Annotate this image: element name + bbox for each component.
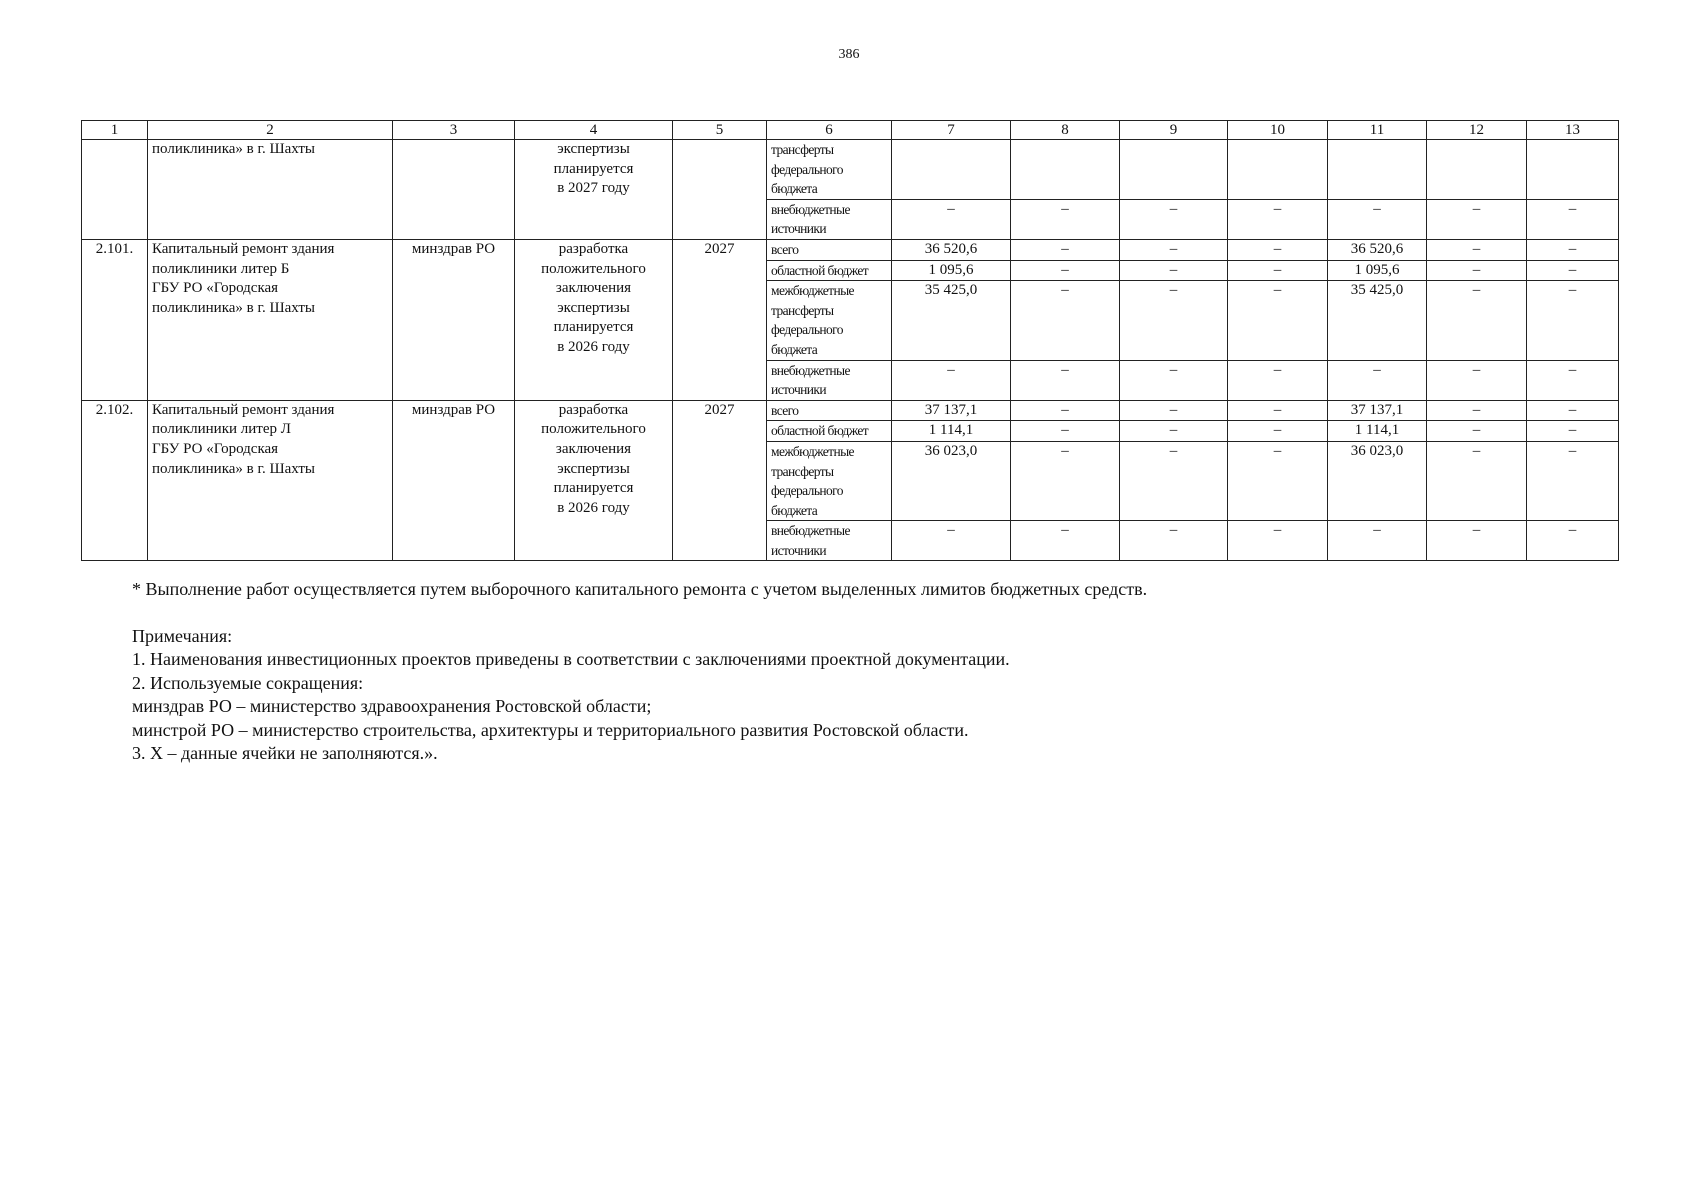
cell-text-line: положительного xyxy=(541,421,646,438)
cell-text-line: поликлиника» в г. Шахты xyxy=(152,460,316,477)
value-cell: 36 023,0 xyxy=(892,441,1011,520)
status-cell xyxy=(515,400,673,561)
funding-source-cell xyxy=(767,400,892,421)
funding-source-cell xyxy=(767,260,892,281)
value-cell: – xyxy=(1328,360,1427,400)
value-cell: – xyxy=(1328,521,1427,561)
value-cell: 36 023,0 xyxy=(1328,441,1427,520)
value-cell: – xyxy=(1011,441,1120,520)
cell-text-line: бюджета xyxy=(771,341,818,357)
cell-text-line: бюджета xyxy=(771,502,818,518)
value-cell xyxy=(1120,140,1228,200)
table-header-row xyxy=(82,121,1619,140)
value-cell: – xyxy=(1011,199,1120,239)
cell-text-line: бюджета xyxy=(771,181,818,197)
column-number-header: 3 xyxy=(393,121,515,140)
value-cell xyxy=(1427,140,1527,200)
funding-source-cell xyxy=(767,521,892,561)
cell-text-line: экспертизы xyxy=(557,460,630,477)
value-cell: – xyxy=(1228,281,1328,360)
cell-text-line: источники xyxy=(771,221,826,237)
note-item: 3. X – данные ячейки не заполняются.». xyxy=(132,743,438,764)
value-cell: 36 520,6 xyxy=(1328,239,1427,260)
table-row xyxy=(82,239,1619,260)
value-cell xyxy=(1527,140,1619,200)
cell-text-line: заключения xyxy=(555,280,632,297)
value-cell: 36 520,6 xyxy=(892,239,1011,260)
value-cell: 35 425,0 xyxy=(892,281,1011,360)
page-number: 386 xyxy=(838,47,860,62)
cell-text-line: экспертизы xyxy=(557,299,630,316)
value-cell: – xyxy=(1427,199,1527,239)
value-cell: – xyxy=(1120,360,1228,400)
value-cell: – xyxy=(1427,441,1527,520)
value-cell: – xyxy=(1527,400,1619,421)
value-cell: – xyxy=(1120,239,1228,260)
funding-source-cell xyxy=(767,140,892,200)
value-cell: – xyxy=(1228,400,1328,421)
value-cell: – xyxy=(1527,421,1619,442)
cell-text-line: Капитальный ремонт здания xyxy=(152,240,335,257)
cell-text-line: поликлиника» в г. Шахты xyxy=(152,299,316,316)
column-number-header: 5 xyxy=(673,121,767,140)
value-cell xyxy=(1228,140,1328,200)
value-cell: – xyxy=(1427,360,1527,400)
table-row xyxy=(82,400,1619,421)
value-cell: – xyxy=(1228,260,1328,281)
value-cell: – xyxy=(1427,260,1527,281)
value-cell: – xyxy=(1228,441,1328,520)
value-cell: – xyxy=(1011,521,1120,561)
year-cell: 2027 xyxy=(673,400,767,561)
project-number-cell: 2.102. xyxy=(82,400,148,561)
year-cell: 2027 xyxy=(673,239,767,400)
cell-text-line: ГБУ РО «Городская xyxy=(152,440,279,457)
value-cell: – xyxy=(1011,360,1120,400)
value-cell: – xyxy=(1427,421,1527,442)
status-cell xyxy=(515,140,673,240)
column-number-header: 10 xyxy=(1228,121,1328,140)
cell-text-line: источники xyxy=(771,382,826,398)
value-cell xyxy=(1011,140,1120,200)
table-row xyxy=(82,140,1619,200)
cell-text-line: межбюджетные xyxy=(771,283,854,299)
notes-section xyxy=(132,625,1010,765)
value-cell: – xyxy=(1011,239,1120,260)
value-cell: – xyxy=(1228,521,1328,561)
column-number-header: 8 xyxy=(1011,121,1120,140)
value-cell: – xyxy=(1120,421,1228,442)
value-cell: 37 137,1 xyxy=(892,400,1011,421)
value-cell: – xyxy=(1120,400,1228,421)
note-item: минздрав РО – министерство здравоохранения Ростовской области; xyxy=(132,696,652,717)
value-cell: – xyxy=(1328,199,1427,239)
project-name-cell xyxy=(148,400,393,561)
cell-text-line: межбюджетные xyxy=(771,443,854,459)
cell-text-line: всего xyxy=(771,402,799,418)
value-cell xyxy=(892,140,1011,200)
column-number-header: 13 xyxy=(1527,121,1619,140)
value-cell: – xyxy=(1120,260,1228,281)
cell-text-line: внебюджетные xyxy=(771,201,850,217)
column-number-header: 4 xyxy=(515,121,673,140)
value-cell: – xyxy=(1120,521,1228,561)
value-cell: – xyxy=(1527,360,1619,400)
cell-text-line: поликлиники литер Л xyxy=(152,421,291,438)
cell-text-line: в 2026 году xyxy=(557,338,630,355)
note-item: 2. Используемые сокращения: xyxy=(132,672,364,693)
value-cell: 1 114,1 xyxy=(892,421,1011,442)
funding-source-cell xyxy=(767,441,892,520)
cell-text-line: трансферты xyxy=(771,302,834,318)
footnote: * Выполнение работ осуществляется путем выборочного капитального ремонта с учетом выделенных лимитов бюджетных средств. xyxy=(132,579,1148,599)
value-cell: 1 114,1 xyxy=(1328,421,1427,442)
project-name-cell xyxy=(148,239,393,400)
project-number-cell: 2.101. xyxy=(82,239,148,400)
value-cell: – xyxy=(1527,441,1619,520)
value-cell: – xyxy=(1011,260,1120,281)
value-cell: – xyxy=(1228,199,1328,239)
value-cell: – xyxy=(1228,421,1328,442)
cell-text-line: планируется xyxy=(553,319,634,336)
column-number-header: 12 xyxy=(1427,121,1527,140)
value-cell: – xyxy=(1011,400,1120,421)
value-cell: – xyxy=(892,199,1011,239)
cell-text-line: областной бюджет xyxy=(771,262,869,278)
cell-text-line: в 2026 году xyxy=(557,499,630,516)
cell-text-line: в 2027 году xyxy=(557,180,630,197)
cell-text-line: ГБУ РО «Городская xyxy=(152,280,279,297)
value-cell: – xyxy=(1120,281,1228,360)
column-number-header: 9 xyxy=(1120,121,1228,140)
cell-text-line: внебюджетные xyxy=(771,523,850,539)
cell-text-line: поликлиники литер Б xyxy=(152,260,290,277)
column-number-header: 6 xyxy=(767,121,892,140)
value-cell: – xyxy=(1427,281,1527,360)
cell-text-line: планируется xyxy=(553,160,634,177)
cell-text-line: внебюджетные xyxy=(771,362,850,378)
value-cell: – xyxy=(1011,421,1120,442)
funding-source-cell xyxy=(767,199,892,239)
funding-source-cell xyxy=(767,239,892,260)
cell-text-line: трансферты xyxy=(771,142,834,157)
cell-text-line: областной бюджет xyxy=(771,423,869,439)
value-cell: – xyxy=(1228,239,1328,260)
column-number-header: 2 xyxy=(148,121,393,140)
value-cell: – xyxy=(1427,521,1527,561)
cell-text-line: разработка xyxy=(558,401,629,418)
note-item: 1. Наименования инвестиционных проектов приведены в соответствии с заключениями проектной документации. xyxy=(132,649,1010,670)
cell-text-line: федерального xyxy=(771,161,843,177)
value-cell xyxy=(1328,140,1427,200)
value-cell: – xyxy=(1527,199,1619,239)
cell-text-line: экспертизы xyxy=(557,141,630,157)
cell-text-line: трансферты xyxy=(771,463,834,479)
column-number-header: 7 xyxy=(892,121,1011,140)
funding-source-cell xyxy=(767,421,892,442)
value-cell: – xyxy=(1527,281,1619,360)
column-number-header: 11 xyxy=(1328,121,1427,140)
value-cell: – xyxy=(1427,400,1527,421)
value-cell: – xyxy=(1011,281,1120,360)
cell-text-line: положительного xyxy=(541,260,646,277)
cell-text-line: заключения xyxy=(555,440,632,457)
value-cell: – xyxy=(1120,199,1228,239)
value-cell: 35 425,0 xyxy=(1328,281,1427,360)
funding-source-cell xyxy=(767,281,892,360)
value-cell: – xyxy=(892,360,1011,400)
cell-text-line: федерального xyxy=(771,322,843,338)
cell-text-line: федерального xyxy=(771,483,843,499)
cell-text-line: Капитальный ремонт здания xyxy=(152,401,335,418)
notes-title: Примечания: xyxy=(132,626,233,646)
column-number-header: 1 xyxy=(82,121,148,140)
funding-source-cell xyxy=(767,360,892,400)
value-cell: 37 137,1 xyxy=(1328,400,1427,421)
investment-projects-table xyxy=(81,120,1619,561)
year-cell xyxy=(673,140,767,240)
value-cell: – xyxy=(1527,239,1619,260)
cell-text-line: планируется xyxy=(553,480,634,497)
cell-text-line: всего xyxy=(771,241,799,257)
executor-cell: минздрав РО xyxy=(393,400,515,561)
project-name-cell: поликлиника» в г. Шахты xyxy=(148,140,393,240)
value-cell: – xyxy=(1228,360,1328,400)
note-item: минстрой РО – министерство строительства, архитектуры и территориального развития Ростовской области. xyxy=(132,719,969,740)
executor-cell: минздрав РО xyxy=(393,239,515,400)
value-cell: 1 095,6 xyxy=(1328,260,1427,281)
value-cell: – xyxy=(1120,441,1228,520)
value-cell: – xyxy=(892,521,1011,561)
value-cell: 1 095,6 xyxy=(892,260,1011,281)
executor-cell xyxy=(393,140,515,240)
value-cell: – xyxy=(1427,239,1527,260)
value-cell: – xyxy=(1527,521,1619,561)
cell-text-line: источники xyxy=(771,542,826,558)
project-number-cell xyxy=(82,140,148,240)
status-cell xyxy=(515,239,673,400)
value-cell: – xyxy=(1527,260,1619,281)
cell-text-line: разработка xyxy=(558,240,629,257)
